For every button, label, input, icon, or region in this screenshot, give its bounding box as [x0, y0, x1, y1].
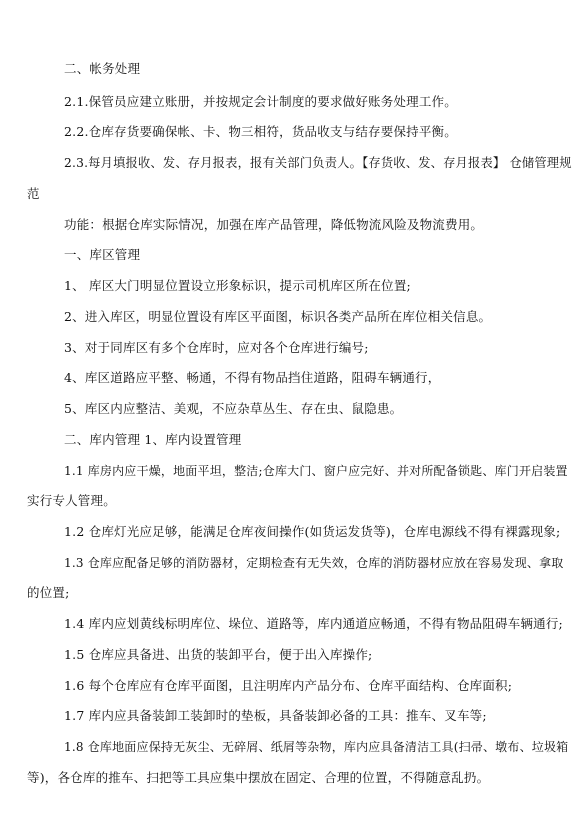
list-item: 1.8 仓库地面应保持无灰尘、无碎屑、纸屑等杂物，库内应具备清洁工具(扫帚、墩布、垃圾箱: [64, 740, 569, 754]
list-item: 3、对于同库区有多个仓库时，应对各个仓库进行编号;: [64, 340, 369, 355]
section-heading: 一、库区管理: [64, 247, 141, 262]
list-item: 1.6 每个仓库应有仓库平面图，且注明库内产品分布、仓库平面结构、仓库面积;: [64, 678, 513, 693]
list-item-continuation: 实行专人管理。: [27, 493, 116, 508]
list-item: 1.4 库内应划黄线标明库位、垛位、道路等，库内通道应畅通，不得有物品阻碍车辆通行;: [64, 616, 563, 631]
list-item-continuation: 等)，各仓库的推车、扫把等工具应集中摆放在固定、合理的位置，不得随意乱扔。: [27, 770, 490, 785]
list-item: 1.1 库房内应干燥，地面平坦，整洁;仓库大门、窗户应完好、并对所配备锁匙、库门开启装置: [64, 464, 568, 478]
list-item: 1.7 库内应具备装卸工装卸时的垫板，具备装卸必备的工具：推车、叉车等;: [64, 708, 487, 723]
paragraph-line: 2.3.每月填报收、发、存月报表，报有关部门负责人。【存货收、发、存月报表】 仓储管理规: [64, 156, 572, 170]
list-item-continuation: 的位置;: [27, 585, 70, 600]
list-item: 1.2 仓库灯光应足够，能满足仓库夜间操作(如货运发货等)，仓库电源线不得有裸露现象;: [64, 524, 561, 539]
paragraph-line: 2.1.保管员应建立账册，并按规定会计制度的要求做好账务处理工作。: [64, 94, 457, 109]
list-item: 5、库区内应整洁、美观，不应杂草丛生、存在虫、鼠隐患。: [64, 401, 403, 416]
list-item: 1、 库区大门明显位置设立形象标识，提示司机库区所在位置;: [64, 278, 411, 293]
section-heading: 二、库内管理 1、库内设置管理: [64, 432, 242, 447]
paragraph-line: 2.2.仓库存货要确保帐、卡、物三相符，货品收支与结存要保持平衡。: [64, 124, 457, 139]
list-item: 2、进入库区，明显位置设有库区平面图，标识各类产品所在库位相关信息。: [64, 309, 492, 324]
section-heading: 二、帐务处理: [64, 61, 141, 76]
list-item: 4、库区道路应平整、畅通，不得有物品挡住道路，阻碍车辆通行，: [64, 370, 441, 385]
list-item: 1.3 仓库应配备足够的消防器材，定期检查有无失效，仓库的消防器材应放在容易发现、拿取: [64, 556, 564, 570]
paragraph-line: 功能：根据仓库实际情况，加强在库产品管理，降低物流风险及物流费用。: [64, 217, 484, 232]
list-item: 1.5 仓库应具备进、出货的装卸平台，便于出入库操作;: [64, 647, 373, 662]
paragraph-line-continuation: 范: [27, 186, 40, 201]
